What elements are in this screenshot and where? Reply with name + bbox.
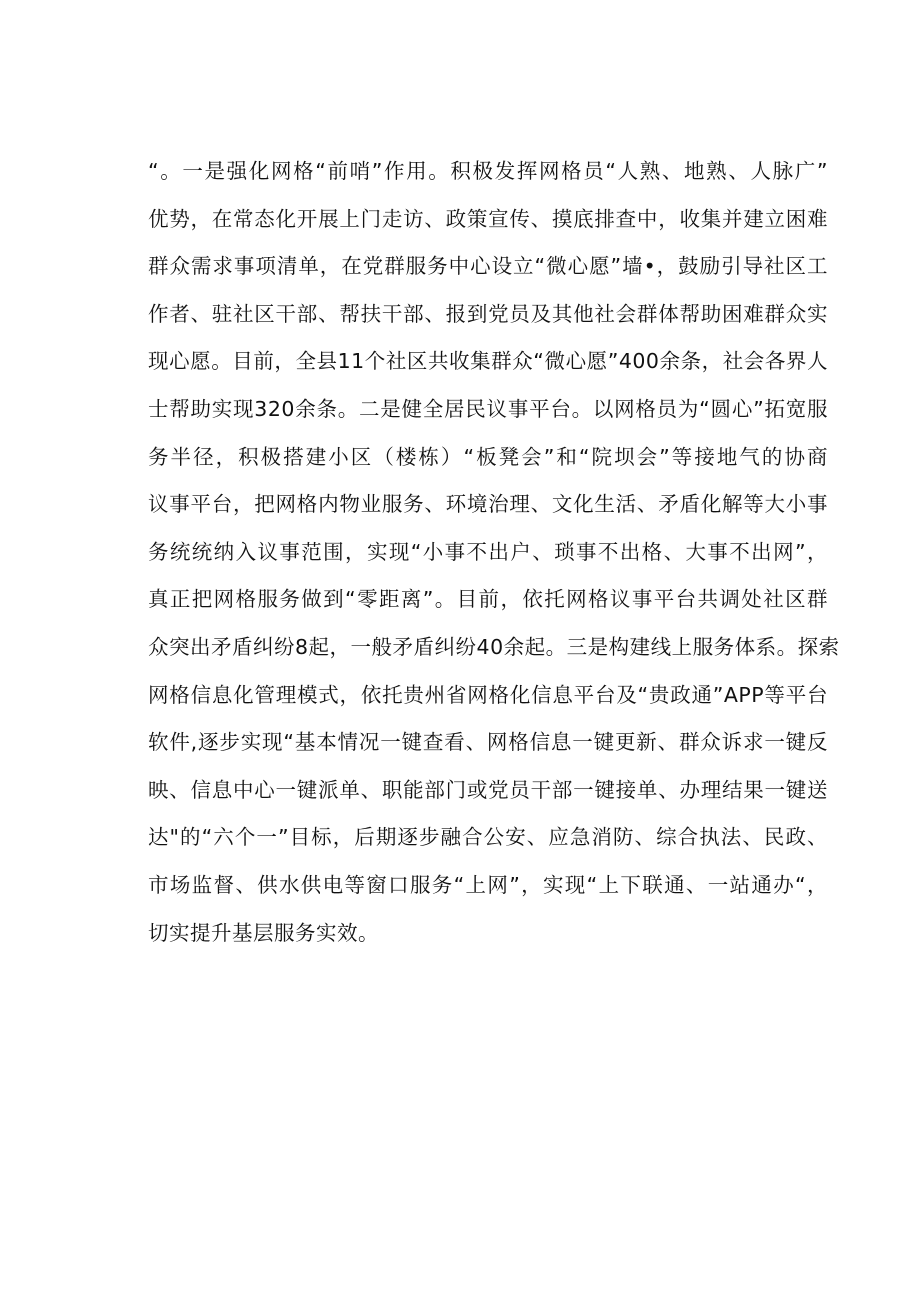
text-line: 务统统纳入议事范围，实现“小事不出户、琐事不出格、大事不出网”， bbox=[148, 539, 828, 564]
text-line: “。一是强化网格“前哨”作用。积极发挥网格员“人熟、地熟、人脉广” bbox=[148, 159, 828, 183]
text-line-last: 切实提升基层服务实效。 bbox=[148, 920, 379, 945]
text-line: 优势，在常态化开展上门走访、政策宣传、摸底排查中，收集并建立困难 bbox=[148, 206, 828, 231]
text-line: 群众需求事项清单，在党群服务中心设立“微心愿”墙•，鼓励引导社区工 bbox=[148, 254, 828, 279]
text-line: 达"的“六个一”目标，后期逐步融合公安、应急消防、综合执法、民政、 bbox=[148, 825, 828, 850]
text-line: 真正把网格服务做到“零距离”。目前，依托网格议事平台共调处社区群 bbox=[148, 587, 828, 612]
text-line: 市场监督、供水供电等窗口服务“上网”，实现“上下联通、一站通办“， bbox=[148, 872, 828, 897]
text-line: 士帮助实现320余条。二是健全居民议事平台。以网格员为“圆心”拓宽服 bbox=[148, 396, 828, 421]
text-line: 众突出矛盾纠纷8起，一般矛盾纠纷40余起。三是构建线上服务体系。探索 bbox=[148, 634, 840, 659]
text-line: 议事平台，把网格内物业服务、环境治理、文化生活、矛盾化解等大小事 bbox=[148, 492, 828, 517]
text-line: 务半径，积极搭建小区（楼栋）“板凳会”和“院坝会”等接地气的协商 bbox=[148, 444, 828, 469]
text-line: 作者、驻社区干部、帮扶干部、报到党员及其他社会群体帮助困难群众实 bbox=[148, 301, 828, 326]
paragraph bbox=[148, 148, 840, 957]
text-line: 软件,逐步实现“基本情况一键查看、网格信息一键更新、群众诉求一键反 bbox=[148, 730, 828, 755]
text-line: 网格信息化管理模式，依托贵州省网格化信息平台及“贵政通”APP等平台 bbox=[148, 682, 828, 707]
text-line: 映、信息中心一键派单、职能部门或党员干部一键接单、办理结果一键送 bbox=[148, 777, 828, 802]
text-line: 现心愿。目前，全县11个社区共收集群众“微心愿”400余条，社会各界人 bbox=[148, 349, 828, 374]
